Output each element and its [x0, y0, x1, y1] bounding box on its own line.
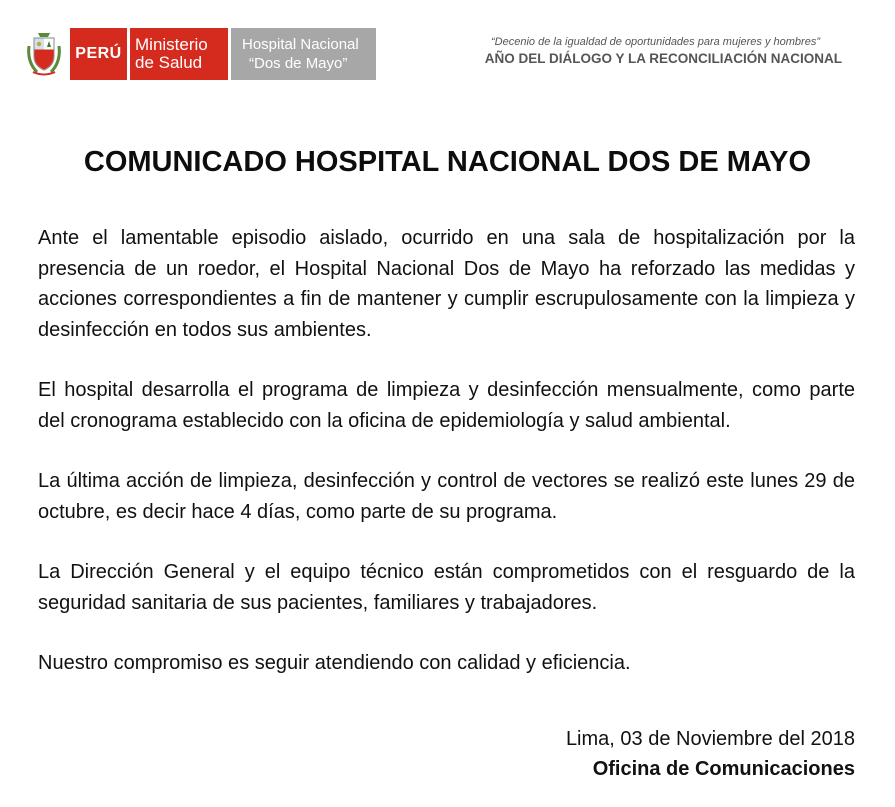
hospital-label-line2: “Dos de Mayo”	[249, 55, 348, 72]
paragraph-1: Ante el lamentable episodio aislado, ocurrido en una sala de hospitalización por la presencia de un roedor, el Hospital Nacional Dos de Mayo ha reforzado las medidas y acciones correspondientes a fin de mantener y cumplir escrupulosamente con la limpieza y desinfección en todos sus ambientes.	[38, 227, 855, 341]
signature-office: Oficina de Comunicaciones	[592, 758, 855, 780]
document-title: COMUNICADO HOSPITAL NACIONAL DOS DE MAYO	[83, 146, 812, 178]
paragraph-2: El hospital desarrolla el programa de limpieza y desinfección mensualmente, como parte del cronograma establecido con la oficina de epidemiología y salud ambiental.	[38, 379, 855, 432]
paragraph-5: Nuestro compromiso es seguir atendiendo con calidad y eficiencia.	[38, 652, 631, 674]
paragraph-3: La última acción de limpieza, desinfección y control de vectores se realizó este lunes 29 de octubre, es decir hace 4 días, como parte de su programa.	[38, 470, 855, 523]
ministry-label-line2: de Salud	[135, 53, 203, 72]
ministry-brand-box	[130, 28, 228, 80]
hospital-label-line1: Hospital Nacional	[242, 36, 359, 53]
paragraph-4: La Dirección General y el equipo técnico están comprometidos con el resguardo de la seguridad sanitaria de sus pacientes, familiares y trabajadores.	[38, 561, 855, 614]
document-body	[38, 223, 855, 709]
ministry-label-line1: Ministerio	[135, 35, 208, 54]
signature-block	[566, 724, 855, 784]
peru-label: PERÚ	[75, 45, 122, 62]
year-motto	[485, 36, 842, 66]
signature-date: Lima, 03 de Noviembre del 2018	[565, 728, 855, 750]
decade-motto: “Decenio de la igualdad de oportunidades para mujeres y hombres”	[491, 36, 820, 48]
coat-of-arms-icon	[24, 28, 64, 80]
institutional-logo	[24, 28, 376, 80]
peru-brand-box	[70, 28, 127, 80]
hospital-brand-box	[231, 28, 376, 80]
year-name: AÑO DEL DIÁLOGO Y LA RECONCILIACIÓN NACIONAL	[484, 51, 842, 66]
